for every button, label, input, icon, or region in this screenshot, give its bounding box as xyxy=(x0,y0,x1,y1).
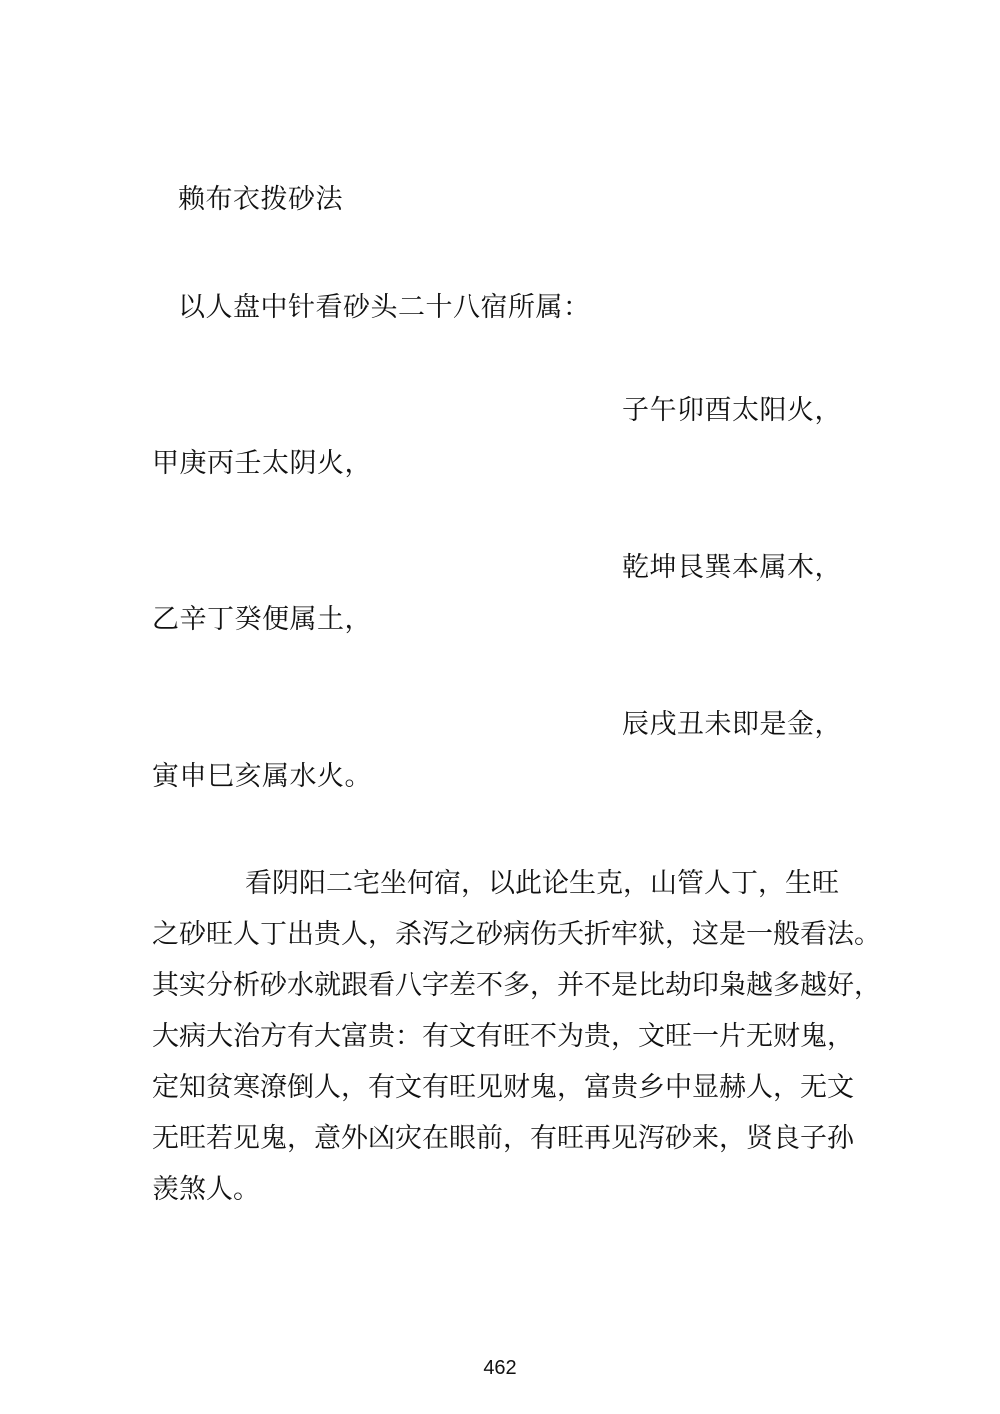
verse-line-3: 乾坤艮巽本属木， xyxy=(622,552,842,583)
paragraph-line: 羡煞人。 xyxy=(152,1174,260,1205)
paragraph-line: 大病大治方有大富贵：有文有旺不为贵，文旺一片无财鬼， xyxy=(152,1021,854,1052)
paragraph-line: 看阴阳二宅坐何宿，以此论生克，山管人丁，生旺 xyxy=(245,868,839,899)
paragraph-line: 之砂旺人丁出贵人，杀泻之砂病伤夭折牢狱，这是一般看法。 xyxy=(152,919,881,950)
verse-line-2: 甲庚丙壬太阴火， xyxy=(152,448,372,479)
page-number: 462 xyxy=(483,1357,517,1379)
body-paragraph xyxy=(152,858,881,1215)
verse-line-1: 子午卯酉太阳火， xyxy=(622,395,842,426)
paragraph-line: 其实分析砂水就跟看八字差不多，并不是比劫印枭越多越好， xyxy=(152,970,881,1001)
section-title: 赖布衣拨砂法 xyxy=(178,184,343,215)
verse-line-5: 辰戌丑未即是金， xyxy=(622,709,842,740)
verse-line-6: 寅申巳亥属水火。 xyxy=(152,761,372,792)
verse-line-4: 乙辛丁癸便属土， xyxy=(152,604,372,635)
paragraph-line: 无旺若见鬼，意外凶灾在眼前，有旺再见泻砂来，贤良子孙 xyxy=(152,1123,854,1154)
intro-line: 以人盘中针看砂头二十八宿所属： xyxy=(178,292,591,323)
paragraph-line: 定知贫寒潦倒人，有文有旺见财鬼，富贵乡中显赫人，无文 xyxy=(152,1072,854,1103)
